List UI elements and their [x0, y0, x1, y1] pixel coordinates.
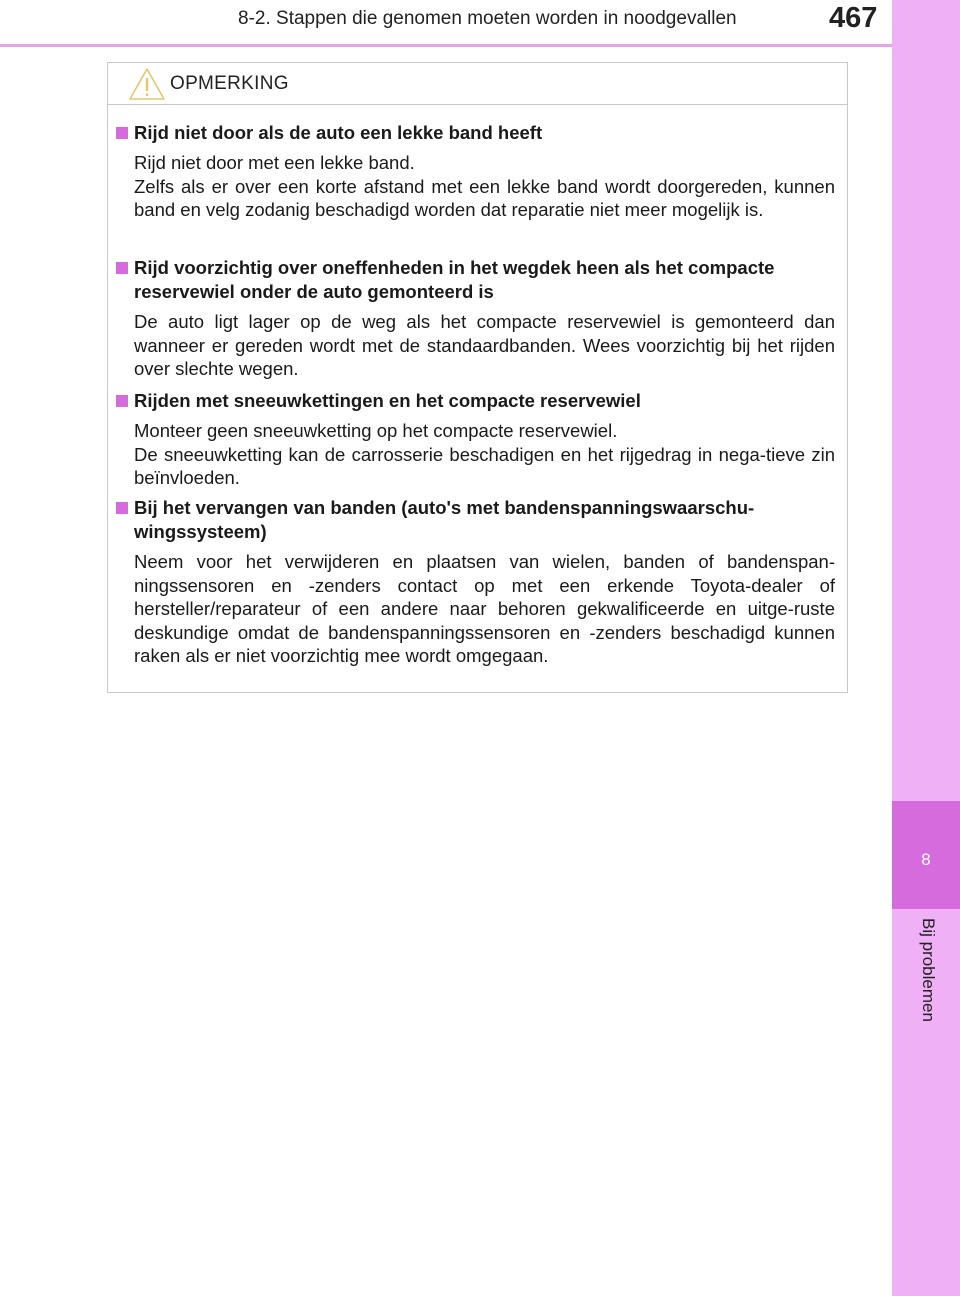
- section-paragraph: Monteer geen sneeuwketting op het compacte reservewiel.: [134, 420, 618, 441]
- section-title: Rijden met sneeuwkettingen en het compacte reservewiel: [134, 390, 641, 411]
- notice-section: [112, 496, 845, 668]
- chapter-label: Bij problemen: [919, 918, 938, 1022]
- section-paragraph: De auto ligt lager op de weg als het compacte reservewiel is gemonteerd dan wanneer er gereden wordt met de standaardbanden. Wees voorzichtig bij het rijden over slechte wegen.: [134, 311, 835, 379]
- notice-section: [112, 121, 845, 222]
- notice-section: [112, 389, 845, 490]
- notice-box: [107, 62, 848, 693]
- section-title: Bij het vervangen van banden (auto's met bandenspanningswaarschu-wingssysteem): [134, 497, 755, 542]
- bullet-square-icon: [116, 262, 128, 274]
- chapter-tab: [892, 801, 960, 909]
- bullet-square-icon: [116, 127, 128, 139]
- bullet-square-icon: [116, 395, 128, 407]
- section-paragraph: Rijd niet door met een lekke band.: [134, 152, 415, 173]
- notice-title: OPMERKING: [170, 73, 289, 94]
- notice-header: [108, 63, 847, 105]
- header-divider: [0, 44, 892, 47]
- side-strip: [892, 0, 960, 1296]
- section-paragraph: Zelfs als er over een korte afstand met een lekke band wordt doorgereden, kunnen band en velg zodanig beschadigd worden dat reparatie niet meer mogelijk is.: [134, 175, 835, 220]
- bullet-square-icon: [116, 502, 128, 514]
- section-paragraph: Neem voor het verwijderen en plaatsen van wielen, banden of bandenspan-ningssensoren en -zenders contact op met een erkende Toyota-dealer of hersteller/reparateur of een andere naar behoren gekwalificeerde en uitge-ruste deskundige omdat de bandenspanningssensoren en -zenders beschadigd kunnen raken als er niet voorzichtig mee wordt omgegaan.: [134, 551, 835, 666]
- page-header-title: 8-2. Stappen die genomen moeten worden in noodgevallen: [238, 8, 737, 29]
- notice-section: [112, 256, 845, 381]
- warning-triangle-icon: [128, 67, 166, 101]
- section-title: Rijd niet door als de auto een lekke band heeft: [134, 122, 543, 143]
- section-paragraph: De sneeuwketting kan de carrosserie beschadigen en het rijgedrag in nega-tieve zin beïnvloeden.: [134, 443, 835, 488]
- chapter-number: 8: [921, 850, 931, 869]
- section-title: Rijd voorzichtig over oneffenheden in het wegdek heen als het compacte reservewiel onder de auto gemonteerd is: [134, 257, 775, 302]
- page-number: 467: [829, 2, 878, 34]
